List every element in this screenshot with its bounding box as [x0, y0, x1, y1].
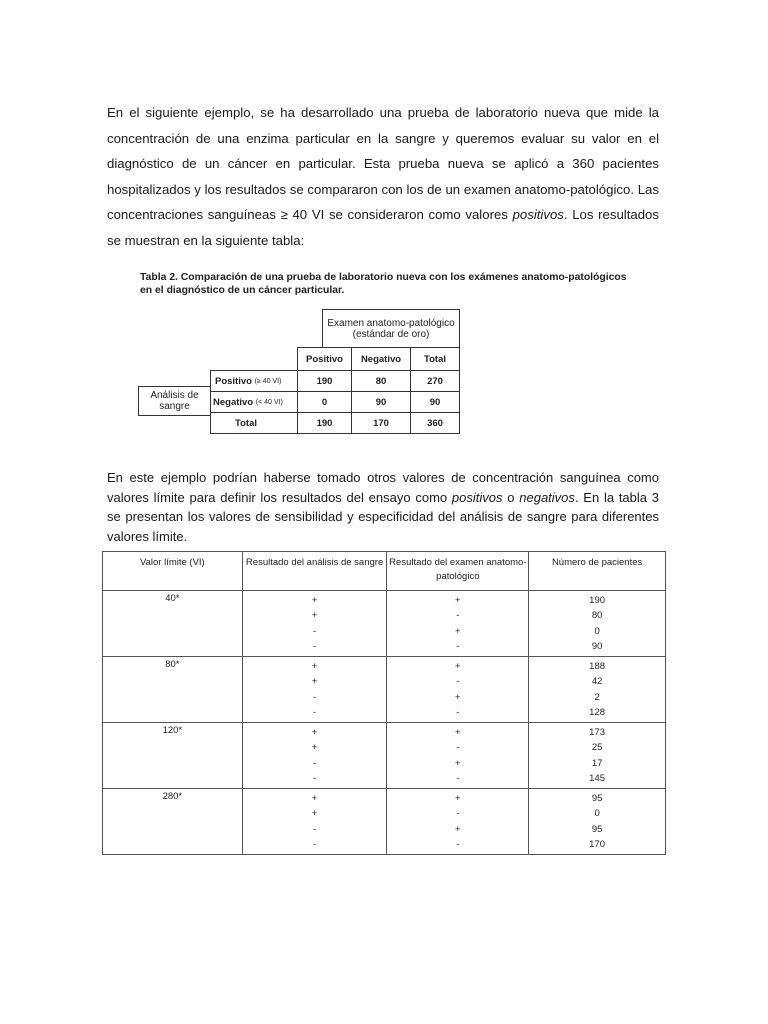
- anat-value: +: [455, 595, 461, 606]
- anat-cell: [387, 723, 529, 789]
- table-row: [103, 789, 666, 855]
- count-value: 173: [589, 727, 606, 738]
- blood-cell: [242, 789, 387, 855]
- blood-cell: [242, 591, 387, 657]
- header-resultado-sangre: Resultado del análisis de sangre: [242, 552, 387, 591]
- row-label-negativo-text: Negativo: [213, 396, 254, 408]
- count-value: 80: [591, 610, 603, 622]
- cell-r3-c1: 190: [297, 412, 352, 434]
- blood-value: -: [312, 706, 317, 718]
- anat-value: +: [455, 793, 461, 804]
- col-header-total: Total: [410, 347, 460, 371]
- anat-value: -: [456, 772, 460, 784]
- anat-value: -: [456, 808, 460, 820]
- blood-value: +: [311, 676, 318, 688]
- col-header-positivo: Positivo: [297, 347, 352, 371]
- cell-r1-c1: 190: [297, 370, 352, 392]
- anatomo-header: Examen anatomo-patológico (estándar de oro): [322, 309, 460, 348]
- count-value: 128: [589, 706, 606, 718]
- blood-value: -: [312, 772, 317, 784]
- table-3: [102, 551, 666, 855]
- middle-text-c: . En la tabla 3 se presentan los valores de sensibilidad y especificidad del análisis de sangre para diferentes valores límite.: [107, 489, 660, 544]
- cell-r3-c2: 170: [351, 412, 411, 434]
- table-row: [103, 723, 666, 789]
- middle-paragraph: [107, 468, 659, 546]
- header-numero-pacientes: Número de pacientes: [529, 552, 666, 591]
- row-label-positivo-text: Positivo: [215, 375, 252, 387]
- middle-italic-positivos: positivos: [451, 489, 503, 505]
- table-3-header-row: [103, 552, 666, 591]
- count-cell: [529, 723, 666, 789]
- blood-value: -: [312, 640, 317, 652]
- anat-value: -: [456, 706, 460, 718]
- anat-value: +: [455, 691, 461, 703]
- count-value: 188: [589, 661, 606, 672]
- blood-value: +: [311, 727, 318, 738]
- intro-italic-positivos: positivos: [512, 207, 564, 223]
- row-qualifier-positivo: (≥ 40 VI): [254, 377, 282, 385]
- blood-cell: [242, 723, 387, 789]
- count-value: 25: [591, 742, 603, 754]
- anat-value: +: [455, 661, 461, 672]
- limit-cell: 280*: [103, 789, 243, 855]
- cell-r3-c3: 360: [410, 412, 460, 434]
- blood-value: -: [312, 823, 317, 835]
- count-value: 0: [594, 808, 600, 820]
- count-value: 0: [594, 625, 600, 637]
- table-row: [103, 657, 666, 723]
- count-value: 190: [589, 595, 606, 606]
- count-value: 90: [591, 640, 603, 652]
- blood-value: +: [311, 595, 318, 606]
- table-2-caption: [140, 272, 640, 297]
- anat-value: -: [456, 610, 460, 622]
- header-resultado-anatomo: Resultado del examen anatomo-patológico: [387, 552, 529, 591]
- cell-r2-c2: 90: [351, 391, 411, 413]
- row-qualifier-negativo: (< 40 VI): [255, 398, 283, 406]
- middle-text-b: o: [502, 489, 520, 505]
- limit-cell: 40*: [103, 591, 243, 657]
- table-row: [103, 591, 666, 657]
- count-value: 42: [591, 676, 603, 688]
- blood-value: +: [311, 793, 318, 804]
- row-label-total: Total: [210, 412, 298, 434]
- count-value: 95: [591, 793, 603, 804]
- count-value: 170: [589, 838, 606, 850]
- middle-text-a: En este ejemplo podrían haberse tomado otros valores de concentración sanguínea como valores límite para definir los resultados del ensayo como: [107, 470, 659, 505]
- blood-value: -: [312, 625, 317, 637]
- cell-r1-c2: 80: [351, 370, 411, 392]
- count-value: 2: [594, 691, 600, 703]
- row-label-positivo: [210, 370, 298, 392]
- count-value: 95: [591, 823, 603, 835]
- limit-cell: 120*: [103, 723, 243, 789]
- cell-r2-c3: 90: [410, 391, 460, 413]
- anat-cell: [387, 591, 529, 657]
- count-value: 17: [591, 757, 603, 769]
- blood-cell: [242, 657, 387, 723]
- caption-line-2: en el diagnóstico de un cáncer particular.: [140, 284, 345, 296]
- blood-value: -: [312, 838, 317, 850]
- count-cell: [529, 591, 666, 657]
- cell-r1-c3: 270: [410, 370, 460, 392]
- caption-line-1: Tabla 2. Comparación de una prueba de laboratorio nueva con los exámenes anatomo-patológicos: [140, 272, 627, 283]
- blood-value: -: [312, 691, 317, 703]
- anat-value: +: [455, 625, 461, 637]
- analisis-sangre-label: Análisis de sangre: [138, 386, 211, 416]
- middle-italic-negativos: negativos: [519, 489, 575, 505]
- blood-value: +: [311, 610, 318, 622]
- anat-value: +: [455, 727, 461, 738]
- count-cell: [529, 657, 666, 723]
- table-2: [138, 272, 638, 440]
- limit-cell: 80*: [103, 657, 243, 723]
- blood-value: +: [311, 661, 318, 672]
- header-valor-limite: Valor límite (VI): [103, 552, 243, 591]
- anat-cell: [387, 789, 529, 855]
- intro-text: En el siguiente ejemplo, se ha desarrollado una prueba de laboratorio nueva que mide la concentración de una enzima particular en la sangre y queremos evaluar su valor en el diagnóstico de un cáncer en particular. Esta prueba nueva se aplicó a 360 pacientes hospitalizados y los resultados se compararon con los de un examen anatomo-patológico. Las concentraciones sanguíneas ≥ 40 VI se consideraron como valores: [107, 105, 659, 223]
- anat-value: -: [456, 742, 460, 754]
- intro-text-end: . Los resultados se muestran en la siguiente tabla:: [107, 207, 659, 248]
- cell-r2-c1: 0: [297, 391, 352, 413]
- anat-cell: [387, 657, 529, 723]
- anat-value: -: [456, 640, 460, 652]
- blood-value: -: [312, 757, 317, 769]
- anat-value: -: [456, 838, 460, 850]
- blood-value: +: [311, 808, 318, 820]
- count-cell: [529, 789, 666, 855]
- anat-value: +: [455, 757, 461, 769]
- anat-value: +: [455, 823, 461, 835]
- intro-paragraph: [107, 100, 659, 254]
- count-value: 145: [589, 772, 606, 784]
- col-header-negativo: Negativo: [351, 347, 411, 371]
- row-label-negativo: [210, 391, 298, 413]
- anat-value: -: [456, 676, 460, 688]
- blood-value: +: [311, 742, 318, 754]
